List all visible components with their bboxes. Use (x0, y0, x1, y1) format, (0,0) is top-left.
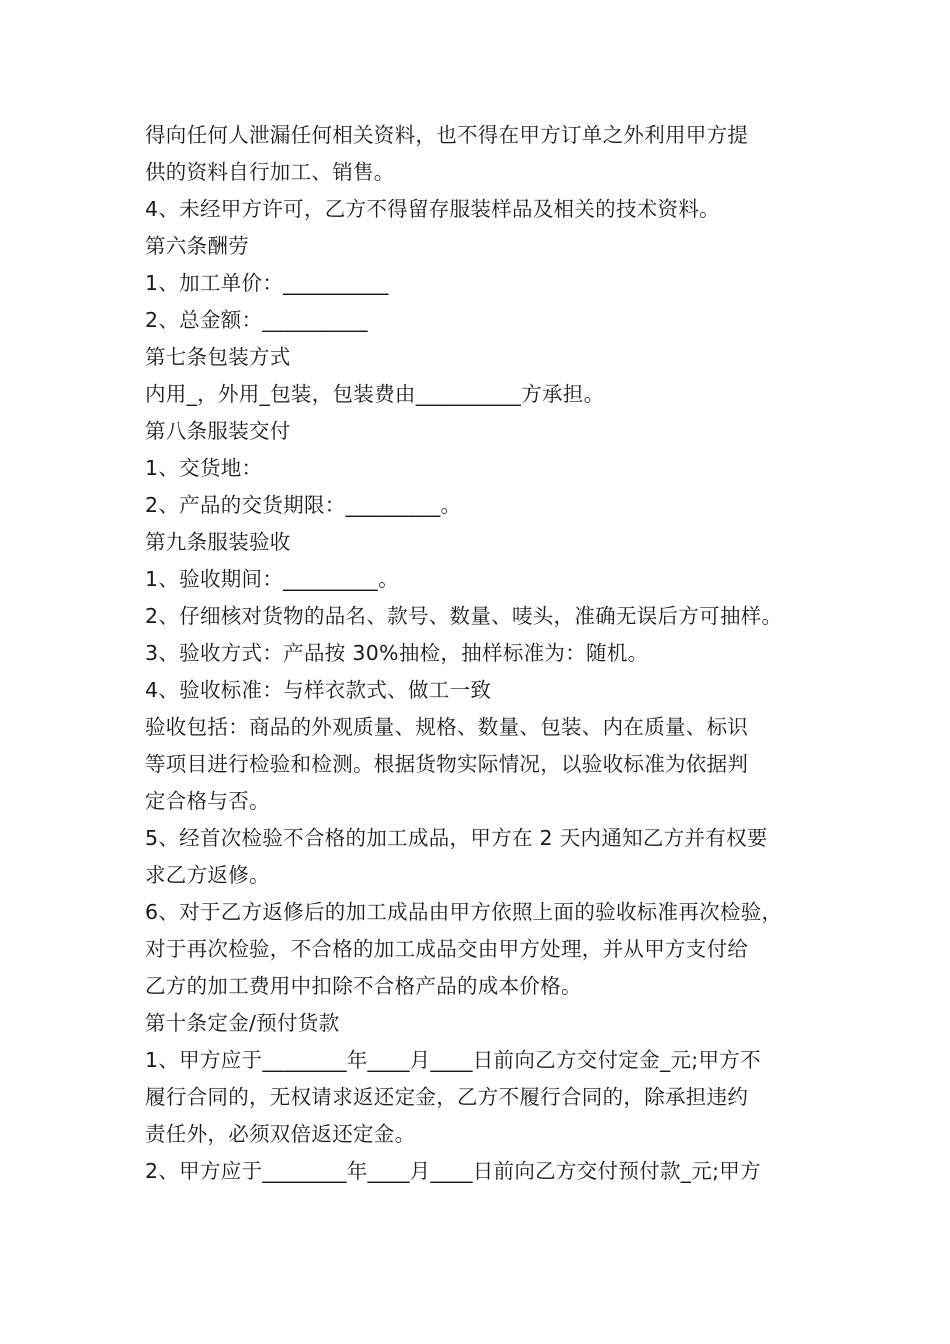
text-line: 供的资料自行加工、销售。 (145, 160, 395, 184)
text-line: 6、对于乙方返修后的加工成品由甲方依照上面的验收标准再次检验， (145, 900, 783, 924)
text-line: 4、未经甲方许可，乙方不得留存服装样品及相关的技术资料。 (145, 197, 720, 221)
text-line: 2、仔细核对货物的品名、款号、数量、唛头，准确无误后方可抽样。 (145, 604, 783, 628)
text-line: 3、验收方式：产品按 30%抽检，抽样标准为：随机。 (145, 641, 649, 665)
text-line: 2、甲方应于________年____月____日前向乙方交付预付款_元;甲方 (145, 1159, 761, 1183)
text-line: 1、甲方应于________年____月____日前向乙方交付定金_元;甲方不 (145, 1048, 761, 1072)
text-line: 1、验收期间：_________。 (145, 567, 399, 591)
text-line: 1、交货地： (145, 456, 263, 480)
text-line: 乙方的加工费用中扣除不合格产品的成本价格。 (145, 974, 582, 998)
document-body (145, 117, 835, 1190)
section-heading: 第七条包装方式 (145, 345, 291, 369)
section-heading: 第九条服装验收 (145, 530, 291, 554)
section-heading: 第十条定金/预付货款 (145, 1011, 340, 1035)
text-line: 对于再次检验，不合格的加工成品交由甲方处理，并从甲方支付给 (145, 937, 749, 961)
text-line: 求乙方返修。 (145, 863, 270, 887)
section-heading: 第六条酬劳 (145, 234, 249, 258)
text-line: 1、加工单价：__________ (145, 271, 389, 295)
text-line: 得向任何人泄漏任何相关资料，也不得在甲方订单之外利用甲方提 (145, 123, 749, 147)
text-line: 2、总金额：__________ (145, 308, 368, 332)
text-line: 内用_，外用_包装，包装费由__________方承担。 (145, 382, 605, 406)
text-line: 2、产品的交货期限：_________。 (145, 493, 462, 517)
text-line: 5、经首次检验不合格的加工成品，甲方在 2 天内通知乙方并有权要 (145, 826, 768, 850)
text-line: 等项目进行检验和检测。根据货物实际情况，以验收标准为依据判 (145, 752, 749, 776)
text-line: 4、验收标准：与样衣款式、做工一致 (145, 678, 492, 702)
text-line: 责任外，必须双倍返还定金。 (145, 1122, 416, 1146)
section-heading: 第八条服装交付 (145, 419, 291, 443)
text-line: 定合格与否。 (145, 789, 270, 813)
text-line: 履行合同的，无权请求返还定金，乙方不履行合同的，除承担违约 (145, 1085, 749, 1109)
text-line: 验收包括：商品的外观质量、规格、数量、包装、内在质量、标识 (145, 715, 749, 739)
